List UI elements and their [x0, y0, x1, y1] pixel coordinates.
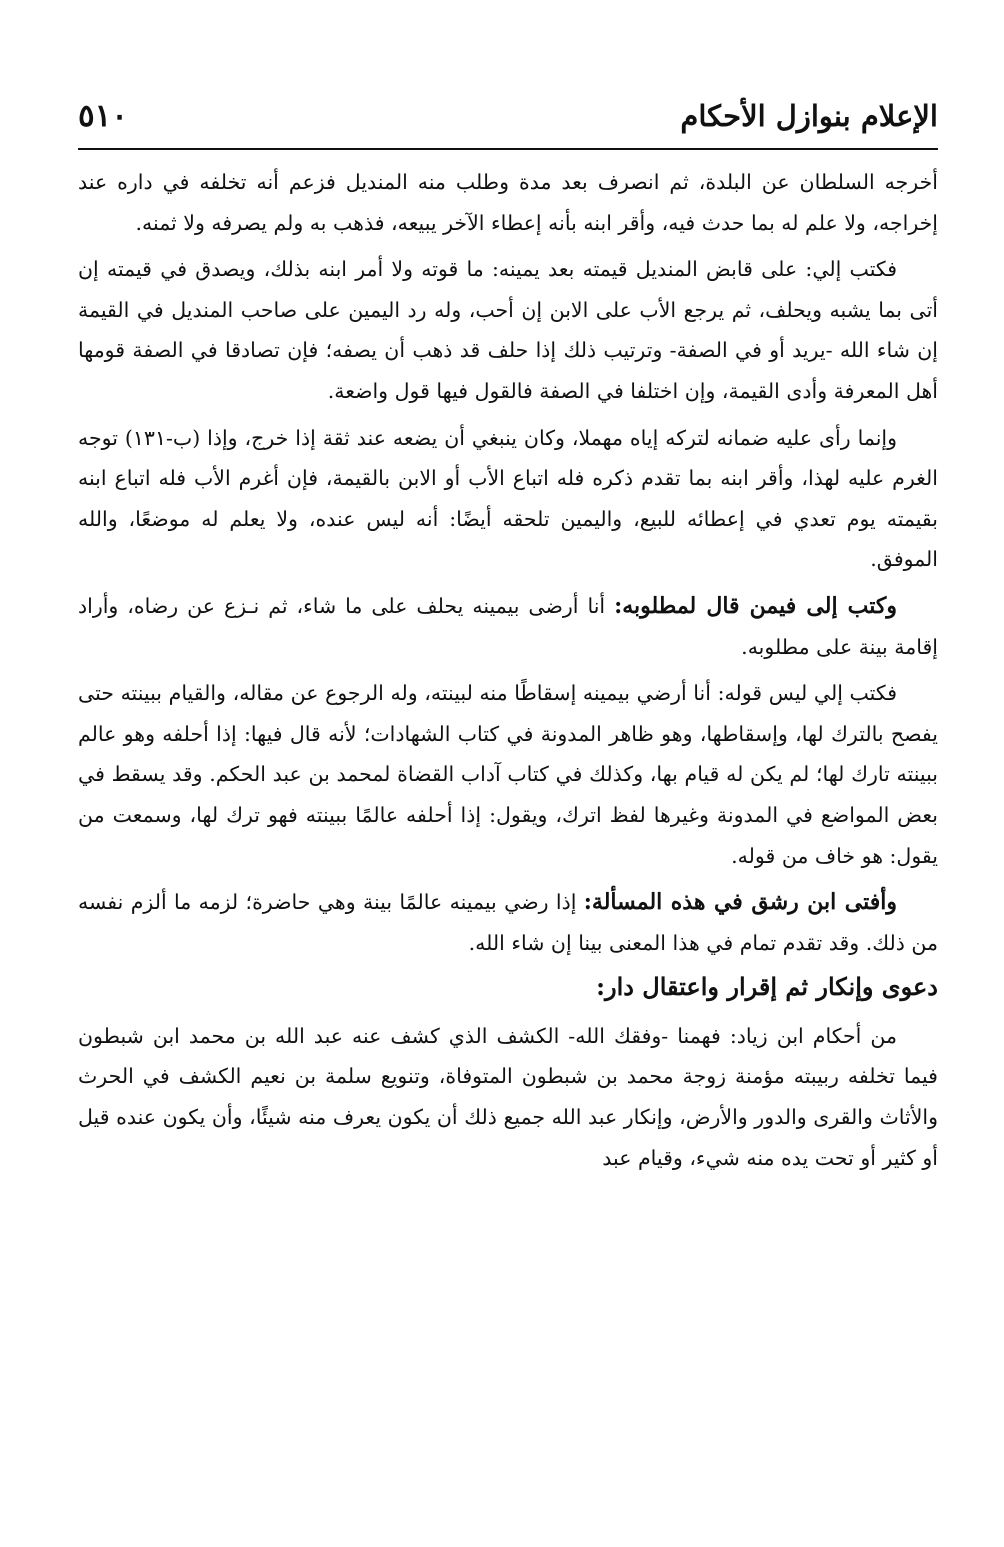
paragraph [78, 673, 938, 876]
page-header [78, 94, 938, 150]
paragraph-text: أخرجه السلطان عن البلدة، ثم انصرف بعد مدة وطلب منه المنديل فزعم أنه تخلفه في داره عند إخراجه، ولا علم له بما حدث فيه، وأقر ابنه بأنه إعطاء الآخر يبيعه، فذهب به ولم يصرفه ولا ثمنه. [78, 170, 938, 235]
paragraph [78, 586, 938, 667]
paragraph-text: من أحكام ابن زياد: فهمنا -وفقك الله- الكشف الذي كشف عنه عبد الله بن محمد ابن شبطون فيما تخلفه ربيبته مؤمنة زوجة محمد بن شبطون المتوفاة، وتنويع سلمة بن نعيم الكشف في الحرث والأثاث والقرى والدور والأرض، وإنكار عبد الله جميع ذلك أن يكون يعرف منه شيئًا، وأن يكون عنده قيل أو كثير أو تحت يده منه شيء، وقيام عبد [78, 1023, 938, 1170]
paragraph [78, 882, 938, 963]
paragraph [78, 249, 938, 411]
paragraph [78, 1016, 938, 1178]
header-divider [78, 148, 938, 150]
paragraph-text: إذا رضي بيمينه عالمًا بينة وهي حاضرة؛ لزمه ما ألزم نفسه من ذلك. وقد تقدم تمام في هذا المعنى بينا إن شاء الله. [78, 890, 938, 955]
paragraph [78, 162, 938, 243]
page-number: ٥١٠ [78, 98, 128, 134]
paragraph-lead: وأفتى ابن رشق في هذه المسألة: [583, 889, 897, 916]
paragraph-text: فكتب إلي ليس قوله: أنا أرضي بيمينه إسقاطًا منه لبينته، وله الرجوع عن مقاله، والقيام ببينته حتى يفصح بالترك لها، وإسقاطها، وهو ظاهر المدونة في كتاب الشهادات؛ لأنه قال فيها: إذا أحلفه وهو عالم ببينته تارك لها؛ لم يكن له قيام بها، وكذلك في كتاب آداب القضاة لمحمد بن عبد الحكم. وقد يسقط في بعض المواضع في المدونة وغيرها لفظ اترك، ويقول: إذا أحلفه عالمًا ببينته فهو ترك لها، وسمعت من يقول: هو خاف من قوله. [78, 681, 938, 868]
paragraph-text: أنا أرضى بيمينه يحلف على ما شاء، ثم نـزع عن رضاه، وأراد إقامة بينة على مطلوبه. [78, 593, 938, 659]
paragraph [78, 418, 938, 580]
paragraph-text: فكتب إلي: على قابض المنديل قيمته بعد يمينه: ما قوته ولا أمر ابنه بذلك، ويصدق في قيمته إن أتى بما يشبه ويحلف، ثم يرجع الأب على الابن إن أحب، وله رد اليمين على صاحب المنديل في القيمة إن شاء الله -يريد أو في الصفة- وترتيب ذلك إذا حلف قد ذهب أن يصفه؛ فإن تصادقا في الصفة قومها أهل المعرفة وأدى القيمة، وإن اختلفا في الصفة فالقول فيها قول واضعة. [78, 257, 938, 403]
body-text [78, 162, 938, 1178]
paragraph-lead: وكتب إلى فيمن قال لمطلوبه: [614, 592, 898, 619]
running-title: الإعلام بنوازل الأحكام [680, 99, 938, 133]
paragraph-text: وإنما رأى عليه ضمانه لتركه إياه مهملا، وكان ينبغي أن يضعه عند ثقة إذا خرج، وإذا (ب-١٣١) توجه الغرم عليه لهذا، وأقر ابنه بما تقدم ذكره فله اتباع الأب أو الابن بالقيمة، فإن أغرم الأب فله اتباع ابنه بقيمته يوم تعدي في إعطائه للبيع، واليمين تلحقه أيضًا: أنه ليس عنده، ولا يعلم له موضعًا، والله الموفق. [78, 425, 938, 572]
document-page [78, 0, 938, 1547]
section-heading: دعوى وإنكار ثم إقرار واعتقال دار: [596, 972, 938, 1002]
